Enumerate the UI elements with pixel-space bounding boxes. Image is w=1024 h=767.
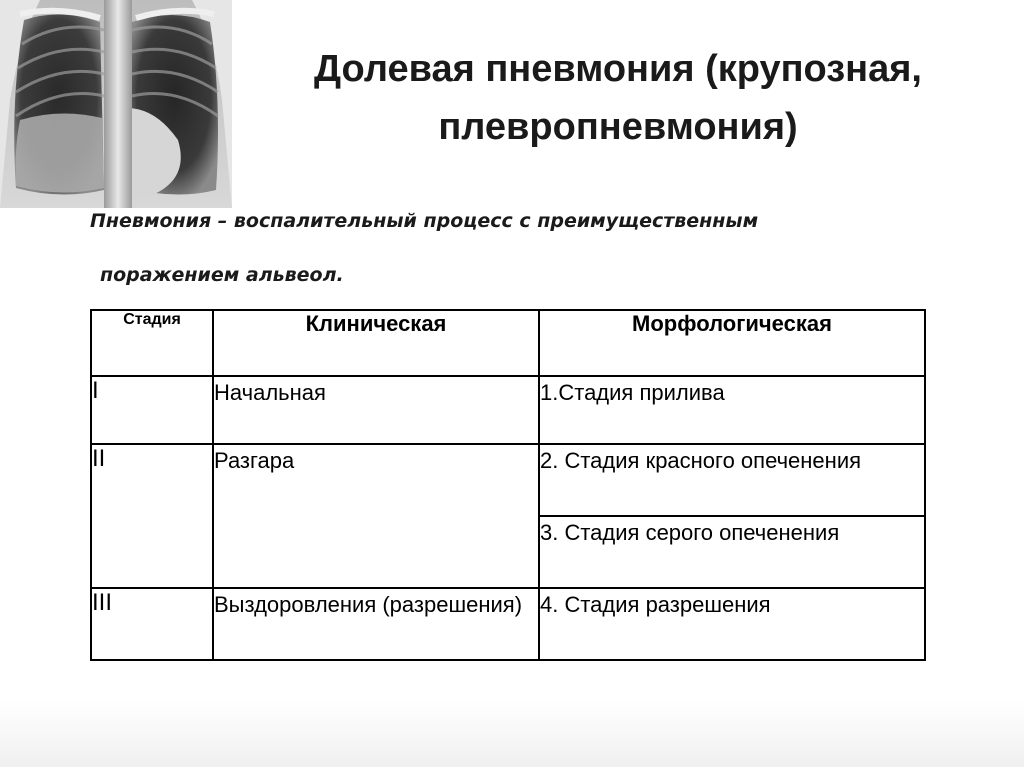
chest-xray-drawing	[0, 0, 232, 208]
slide-title	[232, 40, 1004, 156]
definition-line-2: поражением альвеол.	[100, 264, 344, 286]
table-row	[91, 376, 925, 444]
clinical-stage: Начальная	[213, 376, 539, 444]
title-line-1: Долевая пневмония (крупозная,	[314, 48, 922, 90]
definition-line-1: Пневмония – воспалительный процесс с преимущественным	[90, 210, 759, 232]
chest-xray-image	[0, 0, 232, 208]
morphological-stage: 4. Стадия разрешения	[539, 588, 925, 660]
morphological-stage: 2. Стадия красного опеченения	[539, 444, 925, 516]
header-stage: Стадия	[91, 310, 213, 376]
stage-number: I	[91, 376, 213, 444]
morphological-stage: 1.Стадия прилива	[539, 376, 925, 444]
slide-bottom-shade	[0, 700, 1024, 767]
stages-table	[90, 309, 926, 661]
morphological-stage: 3. Стадия серого опеченения	[539, 516, 925, 588]
table-header-row	[91, 310, 925, 376]
table-row	[91, 588, 925, 660]
stage-number: II	[91, 444, 213, 588]
title-line-2: плевропневмония)	[438, 106, 798, 148]
header-clinical: Клиническая	[213, 310, 539, 376]
clinical-stage: Выздоровления (разрешения)	[213, 588, 539, 660]
header-morphological: Морфологическая	[539, 310, 925, 376]
stage-number: III	[91, 588, 213, 660]
clinical-stage: Разгара	[213, 444, 539, 588]
table-row	[91, 444, 925, 516]
